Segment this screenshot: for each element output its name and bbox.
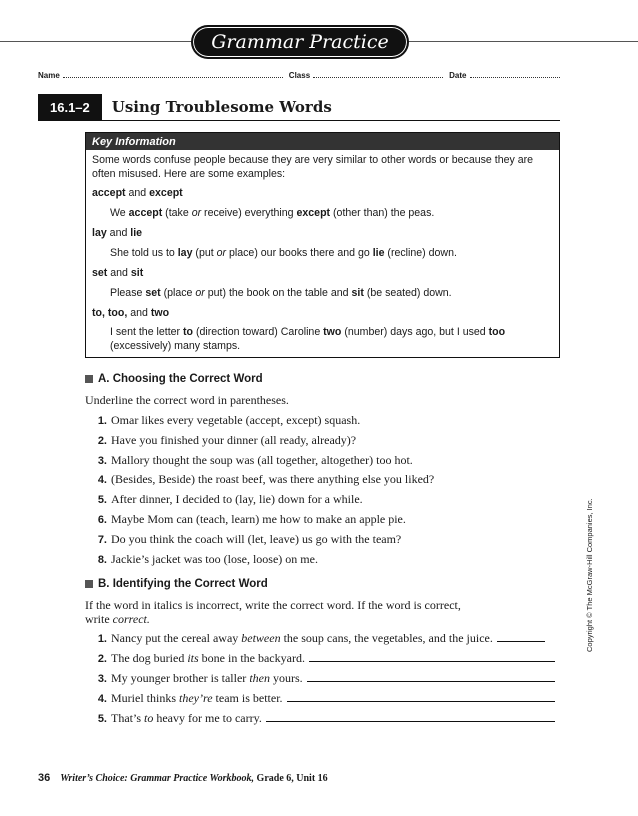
answer-blank[interactable] (497, 632, 545, 642)
part-a-item[interactable]: 7. Do you think the coach will (let, leave) us go with the team? (97, 532, 402, 546)
answer-blank[interactable] (266, 712, 555, 722)
key-intro-line-2: often misused. Here are some examples: (92, 168, 286, 180)
answer-blank[interactable] (309, 652, 555, 662)
part-a-item[interactable]: 5. After dinner, I decided to (lay, lie) down for a while. (97, 492, 363, 506)
part-a-item[interactable]: 4. (Besides, Beside) the roast beef, was there anything else you liked? (97, 472, 435, 486)
example-accept-except: We accept (take or receive) everything except (other than) the peas. (110, 207, 435, 219)
part-b-item: 2. The dog buried its bone in the backyard. (85, 651, 555, 666)
part-a-item[interactable]: 2. Have you finished your dinner (all ready, already)? (97, 433, 357, 447)
answer-blank[interactable] (307, 672, 555, 682)
square-bullet-icon (85, 375, 93, 383)
key-information-box (85, 132, 560, 358)
example-to-too-two-line-2: (excessively) many stamps. (110, 340, 241, 352)
date-label: Date (449, 71, 467, 80)
page-footer (38, 772, 328, 784)
part-b-item: 3. My younger brother is taller then yours. (85, 671, 555, 686)
key-information-heading: Key Information (86, 133, 559, 150)
part-b-item: 5. That’s to heavy for me to carry. (85, 711, 555, 726)
key-intro-line-1: Some words confuse people because they are very similar to other words or because they are (92, 154, 534, 166)
grammar-practice-banner (191, 25, 409, 59)
section-header (38, 95, 560, 121)
part-a-item[interactable]: 3. Mallory thought the soup was (all together, altogether) too hot. (97, 453, 413, 467)
part-b-instruction: If the word in italics is incorrect, write the correct word. If the word is correct, write correct. (85, 598, 461, 626)
word-pair-accept-except: accept and except (92, 187, 183, 199)
square-bullet-icon (85, 580, 93, 588)
word-pair-lay-lie: lay and lie (92, 227, 143, 239)
part-a-heading: A. Choosing the Correct Word (85, 373, 263, 385)
part-a-item[interactable]: 1. Omar likes every vegetable (accept, except) squash. (97, 413, 361, 427)
example-set-sit: Please set (place or put) the book on the table and sit (be seated) down. (110, 287, 452, 299)
part-b-item: 4. Muriel thinks they’re team is better. (85, 691, 555, 706)
example-lay-lie: She told us to lay (put or place) our books there and go lie (recline) down. (110, 247, 457, 259)
part-a-instruction: Underline the correct word in parentheses. (85, 393, 289, 407)
section-title: Using Troublesome Words (111, 98, 332, 116)
page-number: 36 (38, 772, 51, 784)
word-pair-set-sit: set and sit (92, 267, 144, 279)
class-label: Class (288, 71, 311, 80)
part-b-heading: B. Identifying the Correct Word (85, 578, 268, 590)
part-a-item[interactable]: 6. Maybe Mom can (teach, learn) me how to make an apple pie. (97, 512, 406, 526)
example-to-too-two: I sent the letter to (direction toward) Caroline two (number) days ago, but I used too (110, 326, 506, 338)
copyright-notice: Copyright © The McGraw-Hill Companies, Inc. (585, 498, 594, 652)
name-label: Name (38, 71, 60, 80)
grade-unit: Grade 6, Unit 16 (254, 773, 328, 784)
part-b-item: 1. Nancy put the cereal away between the soup cans, the vegetables, and the juice. (85, 631, 555, 646)
book-title: Writer’s Choice: Grammar Practice Workbook, (60, 773, 255, 784)
class-field[interactable] (313, 72, 443, 78)
answer-blank[interactable] (287, 692, 555, 702)
date-field[interactable] (470, 72, 561, 78)
name-class-date-line (38, 71, 560, 80)
word-pair-to-too-two: to, too, and two (92, 307, 170, 319)
banner-title: Grammar Practice (211, 31, 389, 53)
name-field[interactable] (63, 72, 283, 78)
section-number: 16.1–2 (38, 94, 102, 120)
part-a-item[interactable]: 8. Jackie’s jacket was too (lose, loose) on me. (97, 552, 318, 566)
